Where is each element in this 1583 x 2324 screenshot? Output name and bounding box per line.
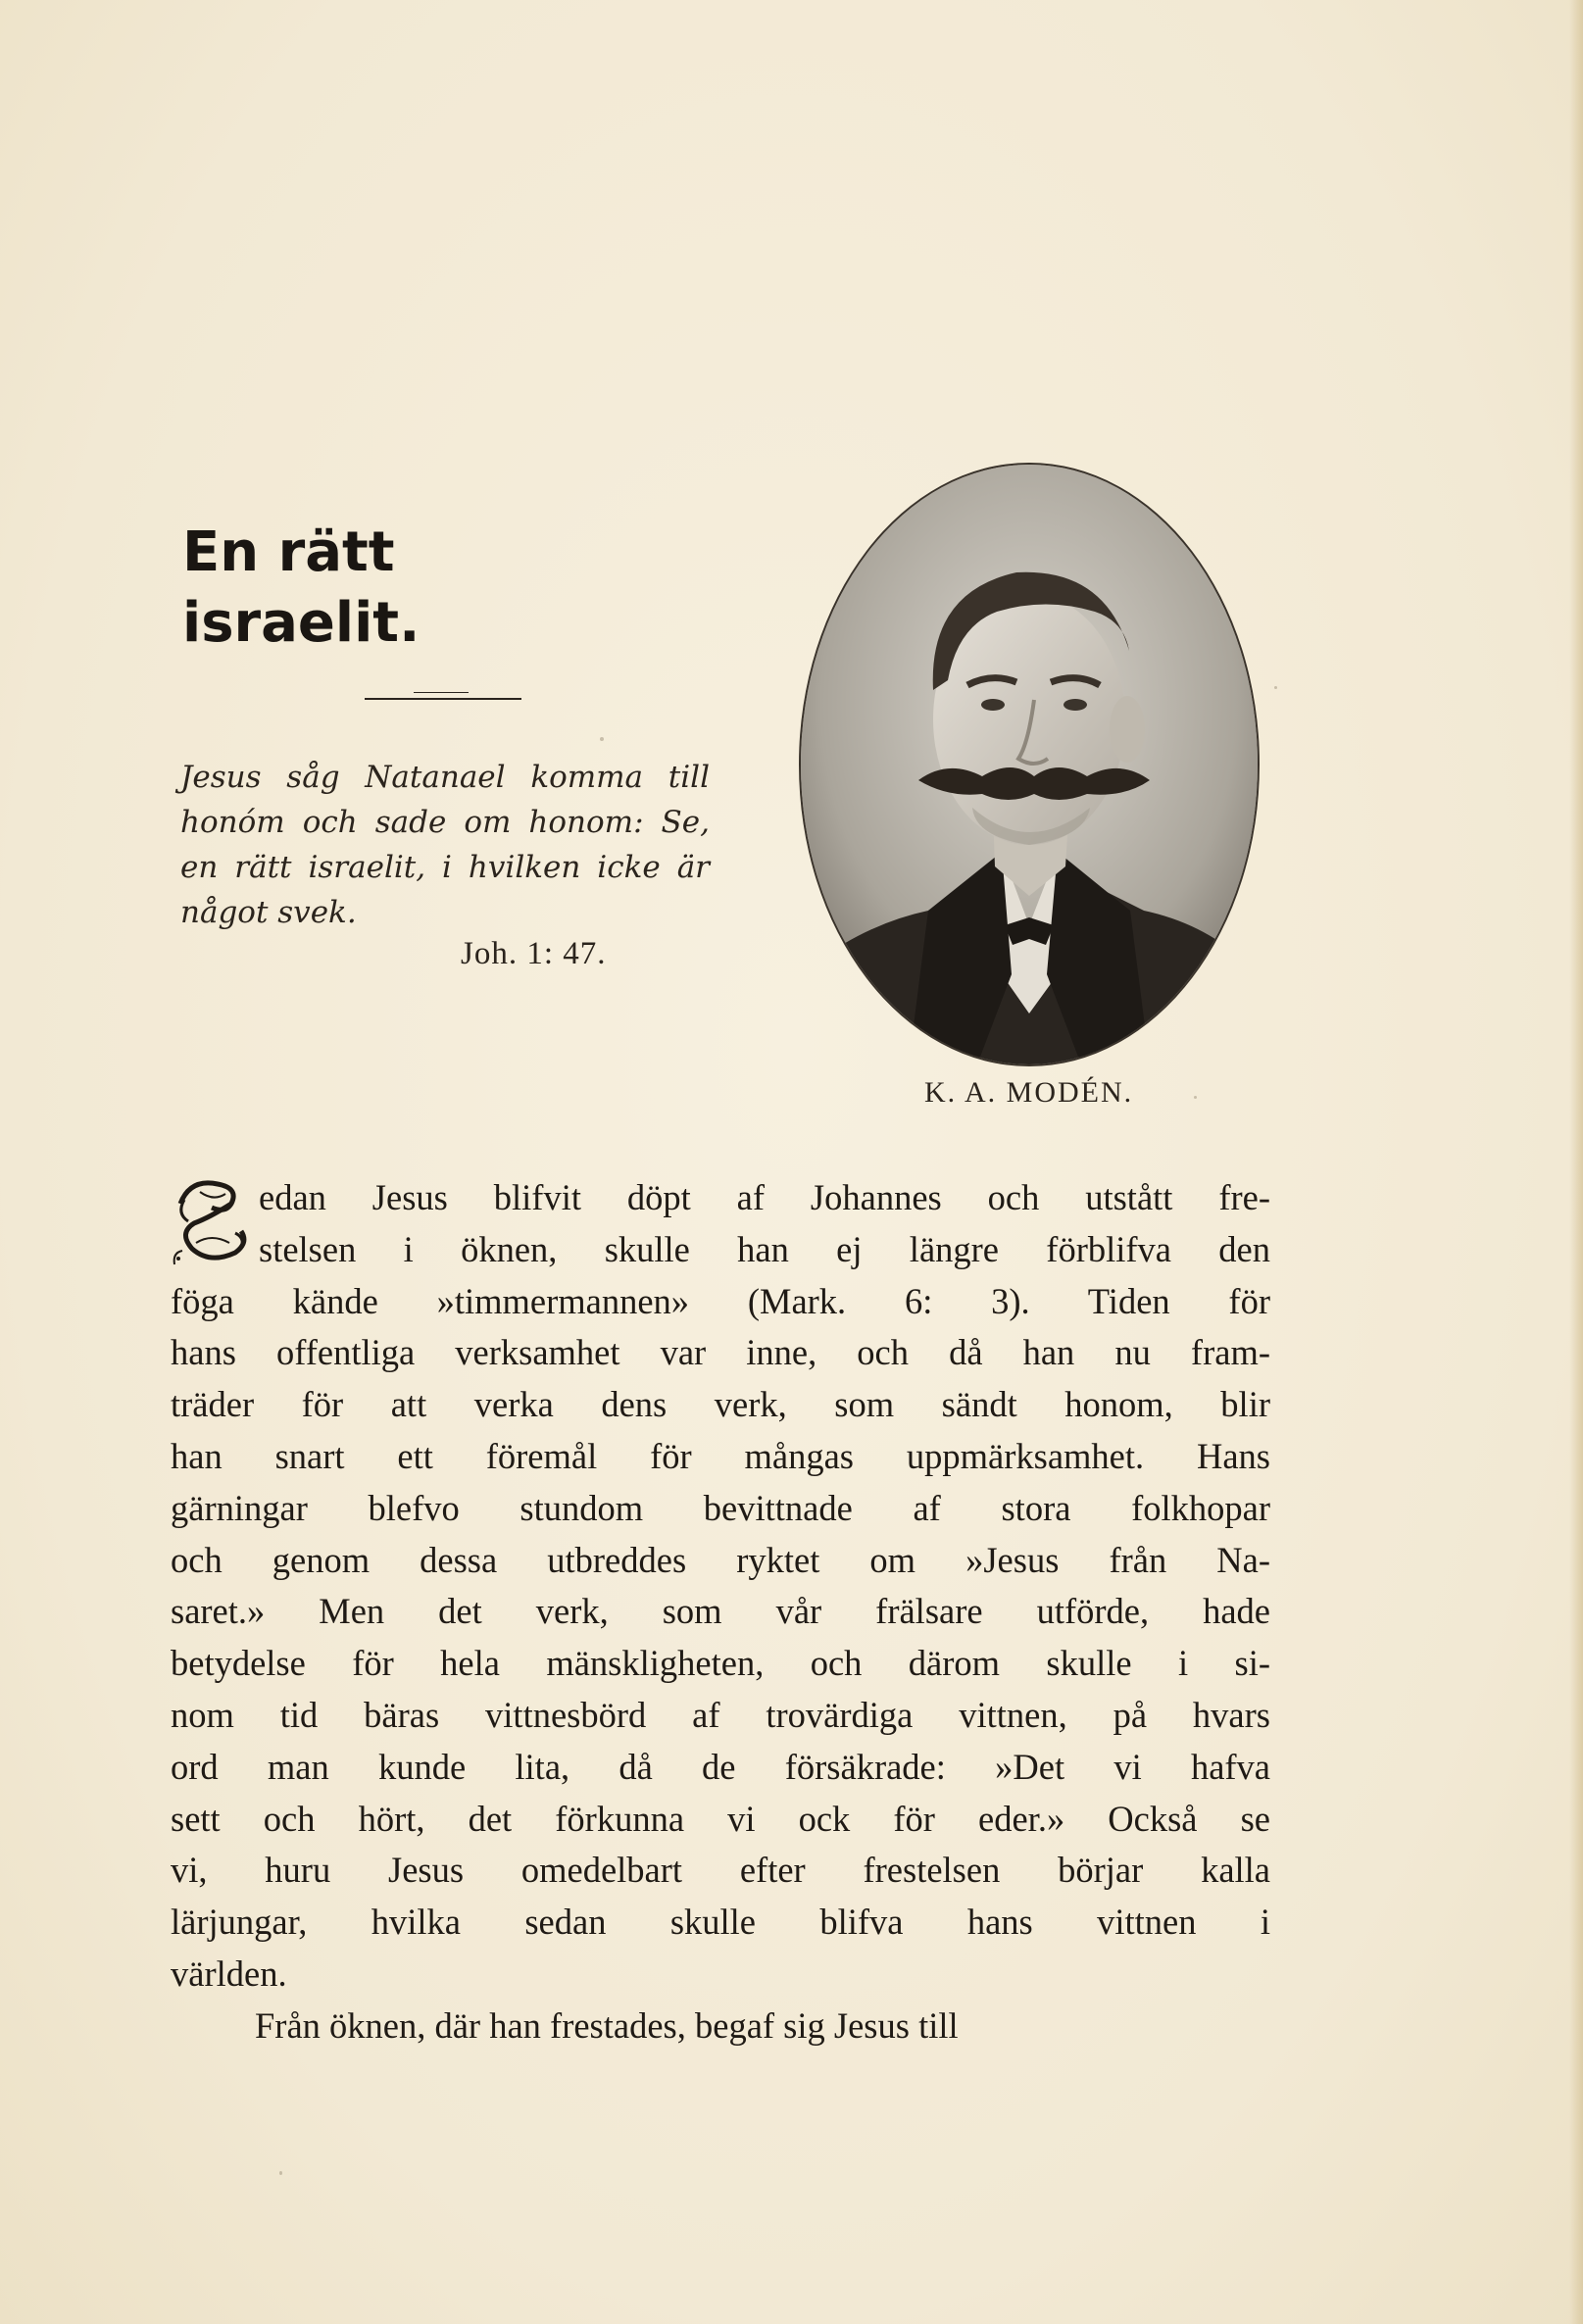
- body-line: världen.: [171, 1953, 287, 1994]
- epigraph-text: Jesus såg Natanael komma till honóm och sade om honom: Se, en rätt israelit, i hvilken icke är något svek.: [180, 760, 710, 930]
- body-line: hans offentliga verksamhet var inne, och då han nu fram-: [171, 1332, 1270, 1373]
- body-line: träder för att verka dens verk, som sändt honom, blir: [171, 1384, 1270, 1425]
- body-line: lärjungar, hvilka sedan skulle blifva hans vittnen i: [171, 1902, 1270, 1943]
- paper-speck: [600, 737, 604, 741]
- body-line: han snart ett föremål för mångas uppmärksamhet. Hans: [171, 1435, 1270, 1476]
- portrait-illustration: [801, 465, 1258, 1064]
- body-line: vi, huru Jesus omedelbart efter frestelsen börjar kalla: [171, 1850, 1270, 1891]
- body-line: betydelse för hela mänskligheten, och därom skulle i si-: [171, 1643, 1270, 1684]
- portrait-caption: K. A. MODÉN.: [924, 1076, 1134, 1109]
- body-line: ord man kunde lita, då de försäkrade: »Det vi hafva: [171, 1746, 1270, 1787]
- chapter-title-line-1: En rätt: [182, 520, 395, 584]
- paper-speck: [1274, 686, 1277, 689]
- paper-speck: [1194, 1096, 1197, 1099]
- portrait-photo: [799, 463, 1260, 1066]
- epigraph-reference: Joh. 1: 47.: [461, 936, 607, 971]
- body-line: edan Jesus blifvit döpt af Johannes och utstått fre-: [259, 1177, 1270, 1217]
- body-line: nom tid bäras vittnesbörd af trovärdiga vittnen, på hvars: [171, 1694, 1270, 1735]
- page-edge-shadow: [1569, 0, 1583, 2324]
- body-line: gärningar blefvo stundom bevittnade af stora folkhopar: [171, 1487, 1270, 1528]
- title-rule-short: [414, 692, 469, 693]
- body-line: saret.» Men det verk, som vår frälsare utförde, hade: [171, 1591, 1270, 1632]
- body-line: sett och hört, det förkunna vi ock för eder.» Också se: [171, 1798, 1270, 1839]
- title-rule: [365, 698, 521, 700]
- paper-speck: [279, 2171, 282, 2175]
- body-text: [171, 1172, 1270, 2052]
- chapter-title-line-2: israelit.: [182, 591, 420, 655]
- ornate-initial-s-icon: [171, 1174, 255, 1268]
- body-line: Från öknen, där han frestades, begaf sig Jesus till: [255, 2004, 959, 2046]
- body-line: och genom dessa utbreddes ryktet om »Jesus från Na-: [171, 1539, 1270, 1580]
- body-line: stelsen i öknen, skulle han ej längre förblifva den: [259, 1228, 1270, 1269]
- body-line: föga kände »timmermannen» (Mark. 6: 3). Tiden för: [171, 1280, 1270, 1321]
- chapter-title: [182, 518, 594, 659]
